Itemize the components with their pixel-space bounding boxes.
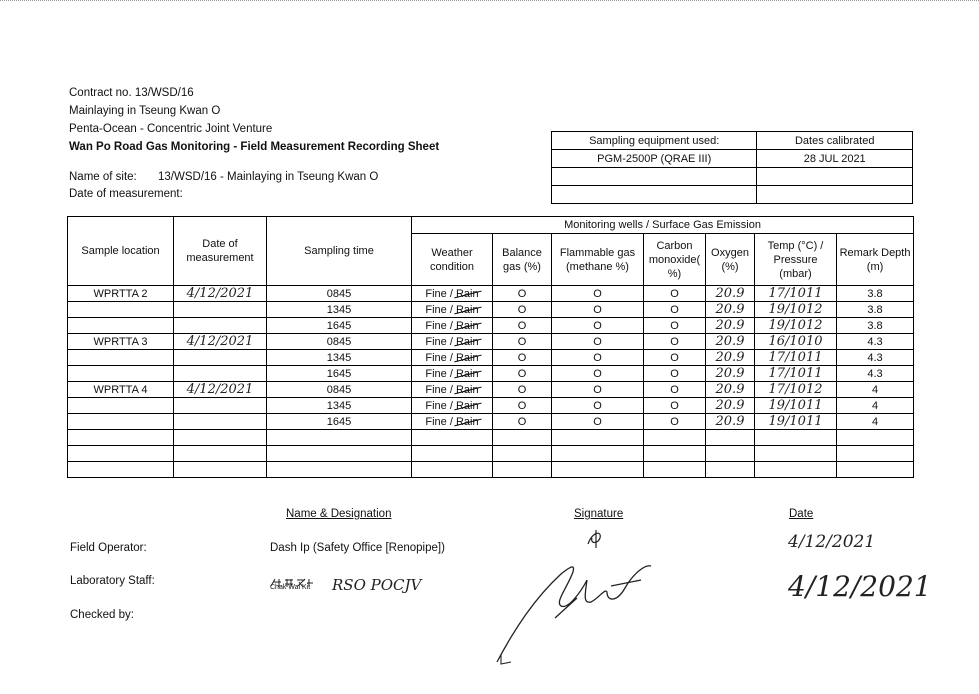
- oxygen-cell: 20.9: [706, 286, 755, 302]
- temp-cell: 17/1011: [755, 286, 837, 302]
- empty-cell: [412, 446, 493, 462]
- date-cell: 4/12/2021: [174, 286, 267, 302]
- empty-cell: [706, 430, 755, 446]
- location-cell: [68, 366, 174, 382]
- empty-cell: [837, 446, 914, 462]
- oxygen-cell: 20.9: [706, 334, 755, 350]
- remark-cell: 3.8: [837, 318, 914, 334]
- empty-cell: [644, 446, 706, 462]
- weather-cell: [412, 366, 493, 382]
- time-cell: 1645: [267, 414, 412, 430]
- weather-fine: Fine /: [425, 383, 453, 396]
- date-cell: [174, 302, 267, 318]
- temp-cell: 17/1011: [755, 350, 837, 366]
- balance-cell: O: [493, 318, 552, 334]
- empty-cell: [412, 462, 493, 478]
- date-cell: [174, 366, 267, 382]
- weather-cell: [412, 334, 493, 350]
- header-carbon-monoxide: Carbon monoxide( %): [644, 234, 706, 286]
- empty-cell: [493, 462, 552, 478]
- remark-cell: 4.3: [837, 366, 914, 382]
- balance-cell: O: [493, 366, 552, 382]
- co-cell: O: [644, 414, 706, 430]
- empty-table-row: [68, 446, 914, 462]
- weather-cell: [412, 302, 493, 318]
- laboratory-staff-label: Laboratory Staff:: [70, 575, 155, 587]
- empty-cell: [68, 430, 174, 446]
- temp-cell: 19/1012: [755, 302, 837, 318]
- header-oxygen: Oxygen (%): [706, 234, 755, 286]
- oxygen-cell: 20.9: [706, 366, 755, 382]
- table-row: [68, 414, 914, 430]
- signature-heading: Signature: [574, 508, 624, 520]
- temp-cell: 16/1010: [755, 334, 837, 350]
- remark-cell: 3.8: [837, 302, 914, 318]
- empty-cell: [267, 462, 412, 478]
- header-weather: Weather condition: [412, 234, 493, 286]
- empty-cell: [267, 446, 412, 462]
- weather-cell: [412, 318, 493, 334]
- co-cell: O: [644, 302, 706, 318]
- date-heading: Date: [789, 508, 814, 520]
- table-row: [68, 318, 914, 334]
- flammable-cell: O: [552, 382, 644, 398]
- lab-staff-signature: [495, 558, 665, 668]
- co-cell: O: [644, 398, 706, 414]
- table-row: [68, 350, 914, 366]
- weather-cell: [412, 350, 493, 366]
- empty-cell: [174, 430, 267, 446]
- remark-cell: 3.8: [837, 286, 914, 302]
- time-cell: 0845: [267, 286, 412, 302]
- weather-rain-struck: Rain: [455, 303, 479, 316]
- table-row: [68, 398, 914, 414]
- empty-cell: [412, 430, 493, 446]
- flammable-cell: O: [552, 318, 644, 334]
- header-flammable-gas: Flammable gas (methane %): [552, 234, 644, 286]
- table-row: [68, 382, 914, 398]
- balance-cell: O: [493, 398, 552, 414]
- weather-fine: Fine /: [425, 335, 453, 348]
- oxygen-cell: 20.9: [706, 318, 755, 334]
- weather-fine: Fine /: [425, 399, 453, 412]
- weather-rain-struck: Rain: [455, 383, 479, 396]
- table-row: [68, 366, 914, 382]
- equipment-table: [551, 131, 913, 204]
- balance-cell: O: [493, 286, 552, 302]
- date-cell: [174, 350, 267, 366]
- lab-staff-date: 4/12/2021: [788, 570, 932, 603]
- location-cell: [68, 318, 174, 334]
- field-operator-signature: [584, 528, 608, 550]
- empty-table-row: [68, 430, 914, 446]
- empty-cell: [837, 462, 914, 478]
- flammable-cell: O: [552, 414, 644, 430]
- remark-cell: 4: [837, 398, 914, 414]
- table-row: [68, 286, 914, 302]
- oxygen-cell: 20.9: [706, 382, 755, 398]
- empty-cell: [493, 430, 552, 446]
- lab-staff-title: RSO POCJV: [332, 576, 422, 594]
- time-cell: 1345: [267, 350, 412, 366]
- co-cell: O: [644, 334, 706, 350]
- weather-fine: Fine /: [425, 319, 453, 332]
- contract-number: Contract no. 13/WSD/16: [69, 87, 194, 99]
- empty-cell: [552, 430, 644, 446]
- empty-cell: [837, 430, 914, 446]
- weather-cell: [412, 286, 493, 302]
- time-cell: 0845: [267, 382, 412, 398]
- calibration-date: 28 JUL 2021: [757, 150, 913, 168]
- flammable-cell: O: [552, 334, 644, 350]
- balance-cell: O: [493, 382, 552, 398]
- empty-cell: [267, 430, 412, 446]
- empty-cell: [755, 446, 837, 462]
- project-name: Mainlaying in Tseung Kwan O: [69, 105, 221, 117]
- header-date: Date of measurement: [174, 217, 267, 286]
- temp-cell: 17/1012: [755, 382, 837, 398]
- empty-cell: [644, 462, 706, 478]
- contractor-name: Penta-Ocean - Concentric Joint Venture: [69, 123, 273, 135]
- equipment-name: [552, 168, 757, 186]
- co-cell: O: [644, 382, 706, 398]
- weather-fine: Fine /: [425, 367, 453, 380]
- site-label: Name of site:: [69, 171, 137, 183]
- empty-cell: [493, 446, 552, 462]
- location-cell: WPRTTA 4: [68, 382, 174, 398]
- checked-by-label: Checked by:: [70, 609, 134, 621]
- weather-fine: Fine /: [425, 415, 453, 428]
- oxygen-cell: 20.9: [706, 350, 755, 366]
- field-operator-date: 4/12/2021: [788, 532, 876, 552]
- weather-fine: Fine /: [425, 287, 453, 300]
- field-operator-name: Dash Ip (Safety Office [Renopipe]): [270, 542, 445, 554]
- flammable-cell: O: [552, 286, 644, 302]
- location-cell: [68, 350, 174, 366]
- empty-cell: [552, 462, 644, 478]
- equipment-name: PGM-2500P (QRAE III): [552, 150, 757, 168]
- location-cell: [68, 302, 174, 318]
- table-row: [68, 302, 914, 318]
- balance-cell: O: [493, 302, 552, 318]
- scan-edge: [0, 0, 979, 5]
- flammable-cell: O: [552, 302, 644, 318]
- date-cell: 4/12/2021: [174, 382, 267, 398]
- weather-rain-struck: Rain: [455, 335, 479, 348]
- empty-cell: [706, 462, 755, 478]
- weather-fine: Fine /: [425, 303, 453, 316]
- weather-rain-struck: Rain: [455, 367, 479, 380]
- date-cell: [174, 398, 267, 414]
- temp-cell: 19/1011: [755, 414, 837, 430]
- remark-cell: 4.3: [837, 350, 914, 366]
- remark-cell: 4: [837, 414, 914, 430]
- time-cell: 1645: [267, 318, 412, 334]
- lab-staff-name: Chak Wai Kit: [270, 584, 311, 591]
- weather-rain-struck: Rain: [455, 415, 479, 428]
- weather-rain-struck: Rain: [455, 351, 479, 364]
- flammable-cell: O: [552, 398, 644, 414]
- empty-cell: [174, 446, 267, 462]
- location-cell: WPRTTA 3: [68, 334, 174, 350]
- header-temp-pressure: Temp (°C) / Pressure (mbar): [755, 234, 837, 286]
- oxygen-cell: 20.9: [706, 302, 755, 318]
- header-monitoring-group: Monitoring wells / Surface Gas Emission: [412, 217, 914, 234]
- sheet-title: Wan Po Road Gas Monitoring - Field Measurement Recording Sheet: [69, 141, 440, 153]
- weather-rain-struck: Rain: [455, 287, 479, 300]
- weather-rain-struck: Rain: [455, 399, 479, 412]
- empty-cell: [68, 446, 174, 462]
- table-row: [68, 334, 914, 350]
- time-cell: 1645: [267, 366, 412, 382]
- field-operator-label: Field Operator:: [70, 542, 147, 554]
- co-cell: O: [644, 286, 706, 302]
- weather-fine: Fine /: [425, 351, 453, 364]
- balance-cell: O: [493, 414, 552, 430]
- flammable-cell: O: [552, 350, 644, 366]
- temp-cell: 17/1011: [755, 366, 837, 382]
- flammable-cell: O: [552, 366, 644, 382]
- balance-cell: O: [493, 334, 552, 350]
- empty-cell: [706, 446, 755, 462]
- header-sample-location: Sample location: [68, 217, 174, 286]
- header-remark-depth: Remark Depth (m): [837, 234, 914, 286]
- temp-cell: 19/1012: [755, 318, 837, 334]
- date-cell: [174, 318, 267, 334]
- name-designation-heading: Name & Designation: [286, 508, 392, 520]
- empty-cell: [755, 430, 837, 446]
- date-cell: [174, 414, 267, 430]
- temp-cell: 19/1011: [755, 398, 837, 414]
- calibration-date: [757, 168, 913, 186]
- oxygen-cell: 20.9: [706, 398, 755, 414]
- balance-cell: O: [493, 350, 552, 366]
- equipment-name: [552, 186, 757, 204]
- header-balance-gas: Balance gas (%): [493, 234, 552, 286]
- co-cell: O: [644, 366, 706, 382]
- empty-table-row: [68, 462, 914, 478]
- date-cell: 4/12/2021: [174, 334, 267, 350]
- remark-cell: 4.3: [837, 334, 914, 350]
- calibrated-header: Dates calibrated: [757, 132, 913, 150]
- oxygen-cell: 20.9: [706, 414, 755, 430]
- empty-cell: [174, 462, 267, 478]
- weather-rain-struck: Rain: [455, 319, 479, 332]
- date-of-measurement-label: Date of measurement:: [69, 188, 183, 200]
- empty-cell: [755, 462, 837, 478]
- empty-cell: [644, 430, 706, 446]
- site-value: 13/WSD/16 - Mainlaying in Tseung Kwan O: [158, 171, 379, 183]
- co-cell: O: [644, 350, 706, 366]
- remark-cell: 4: [837, 382, 914, 398]
- time-cell: 1345: [267, 302, 412, 318]
- weather-cell: [412, 398, 493, 414]
- time-cell: 0845: [267, 334, 412, 350]
- empty-cell: [552, 446, 644, 462]
- calibration-date: [757, 186, 913, 204]
- empty-cell: [68, 462, 174, 478]
- measurement-table: [67, 216, 914, 478]
- location-cell: WPRTTA 2: [68, 286, 174, 302]
- location-cell: [68, 414, 174, 430]
- weather-cell: [412, 382, 493, 398]
- co-cell: O: [644, 318, 706, 334]
- time-cell: 1345: [267, 398, 412, 414]
- equipment-header: Sampling equipment used:: [552, 132, 757, 150]
- weather-cell: [412, 414, 493, 430]
- header-sampling-time: Sampling time: [267, 217, 412, 286]
- location-cell: [68, 398, 174, 414]
- chinese-name-stamp: [269, 578, 315, 588]
